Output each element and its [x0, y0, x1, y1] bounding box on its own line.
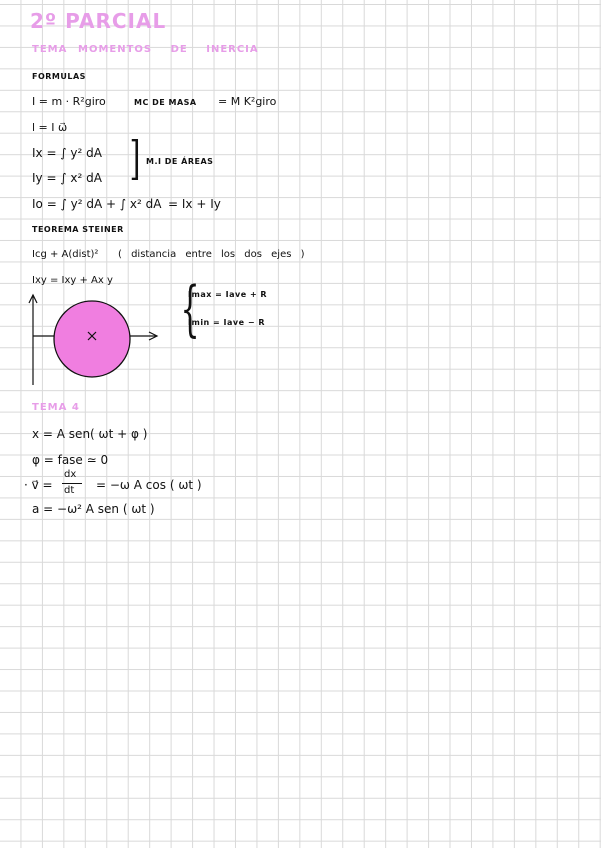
mohr-circle — [54, 301, 130, 377]
angular-momentum-formula: l = I ω⃗ — [32, 121, 68, 134]
teorema-steiner-label: TEOREMA STEINER — [32, 225, 124, 234]
io-formula: Io = ∫ y² dA + ∫ x² dA — [32, 197, 162, 211]
velocity-rhs: = −ω A cos ( ωt ) — [96, 478, 202, 492]
ixy-formula: Ixy = Ixy + Ax y — [32, 275, 113, 286]
iy-formula: Iy = ∫ x² dA — [32, 171, 102, 185]
io-sum-formula: = Ix + Iy — [168, 197, 221, 211]
steiner-formula: Icg + A(dist)² — [32, 249, 99, 260]
ix-formula: Ix = ∫ y² dA — [32, 146, 102, 160]
velocity-denominator: dt — [64, 485, 75, 496]
tema-4-label: TEMA 4 — [32, 402, 80, 413]
mk-giro-formula: = M K²giro — [218, 95, 277, 108]
mc-de-masa-label: MC DE MASA — [134, 98, 197, 107]
mi-areas-label: M.I DE ÁREAS — [146, 157, 214, 166]
inertia-mass-formula: I = m · R²giro — [32, 95, 106, 108]
fraction-bar — [62, 483, 82, 484]
imax-formula: Imax = Iave + R — [188, 290, 268, 299]
page-title: 2º PARCIAL — [30, 9, 167, 33]
imin-formula: Imin = Iave − R — [188, 318, 265, 327]
velocity-numerator: dx — [64, 469, 77, 480]
right-brace-icon: ] — [129, 131, 141, 185]
acceleration-formula: a = −ω² A sen ( ωt ) — [32, 502, 155, 516]
distance-note: ( distancia entre los dos ejes ) — [118, 249, 305, 260]
phase-formula: φ = fase ≃ 0 — [32, 453, 109, 467]
tema-title: MOMENTOS DE INERCIA — [78, 44, 259, 55]
left-brace-icon: { — [180, 274, 200, 344]
formulas-label: FORMULAS — [32, 72, 86, 81]
position-formula: x = A sen( ωt + φ ) — [32, 427, 148, 441]
velocity-lhs: · v⃗ = — [24, 478, 53, 492]
tema-label: TEMA — [32, 44, 68, 55]
